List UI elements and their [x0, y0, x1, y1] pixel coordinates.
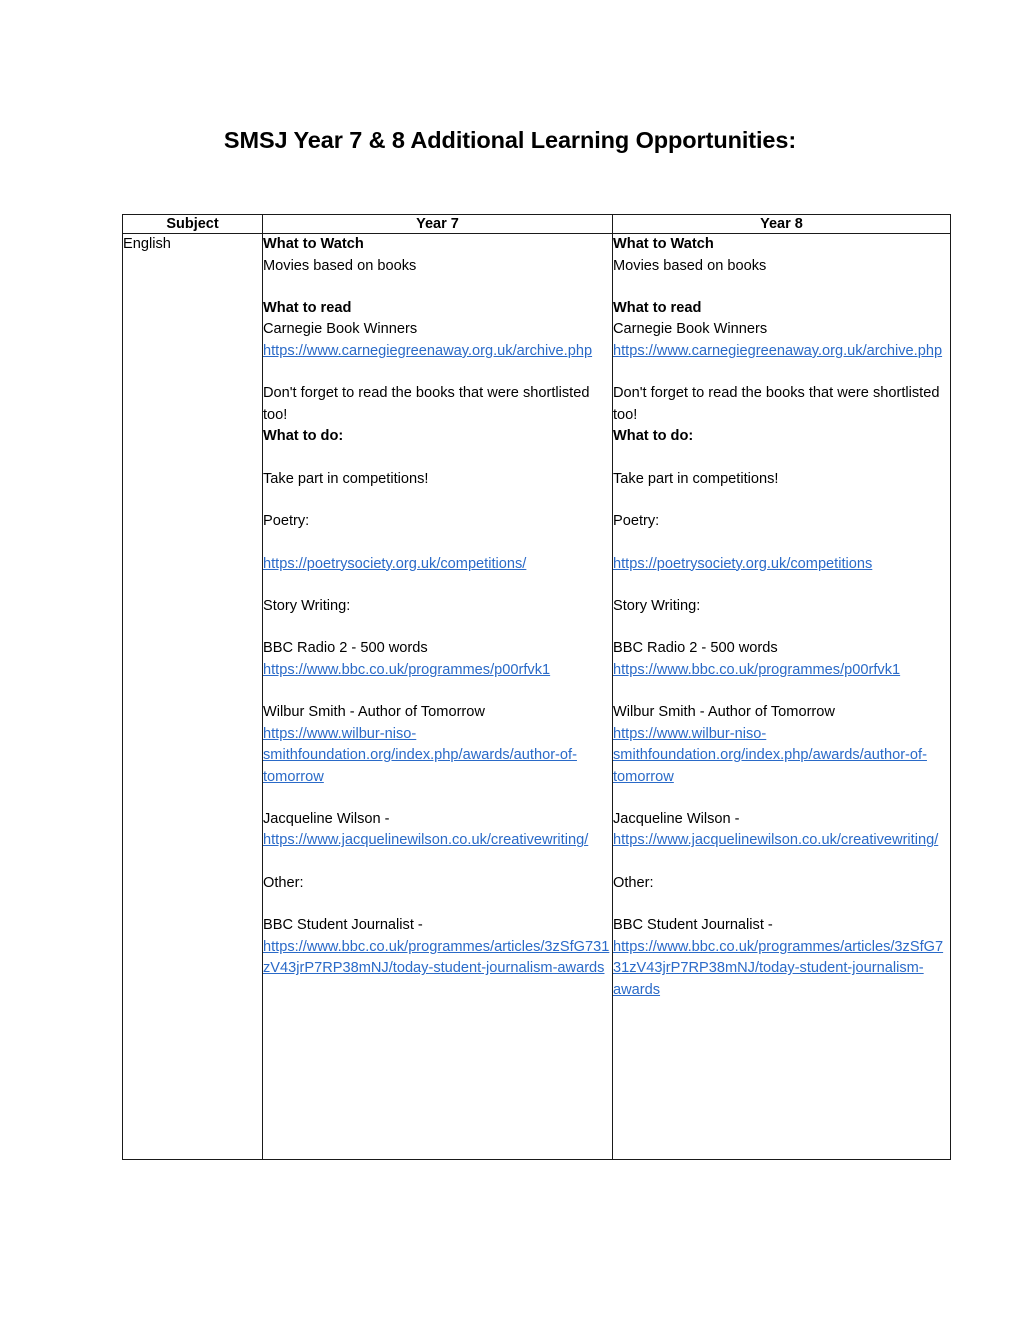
- year7-student-journalist-text: BBC Student Journalist -: [263, 917, 423, 934]
- spacer: [613, 894, 950, 915]
- year8-student-journalist-link[interactable]: https://www.bbc.co.uk/programmes/articles/3zSfG731zV43jrP7RP38mNJ/today-student-journalism-awards: [613, 938, 944, 998]
- spacer: [613, 852, 950, 873]
- spacer: [263, 575, 612, 596]
- year8-what-to-read-text: Carnegie Book Winners: [613, 321, 768, 338]
- cell-subject-english: [123, 234, 263, 1160]
- year7-what-to-read-text: Carnegie Book Winners: [263, 321, 418, 338]
- spacer: [613, 490, 950, 511]
- column-header-year7: Year 7: [263, 215, 613, 234]
- table-header-row: [123, 215, 951, 234]
- year8-story-writing-label: Story Writing:: [613, 597, 701, 614]
- cell-year8-english: [613, 234, 951, 1160]
- year7-story-writing-label: Story Writing:: [263, 597, 351, 614]
- spacer: [613, 533, 950, 554]
- year8-wilbur-smith-link[interactable]: https://www.wilbur-niso-smithfoundation.org/index.php/awards/author-of-tomorrow: [613, 725, 927, 785]
- spacer: [263, 533, 612, 554]
- year7-what-to-do-heading: What to do:: [263, 428, 344, 445]
- column-header-year8: Year 8: [613, 215, 951, 234]
- spacer: [263, 448, 612, 469]
- spacer: [263, 490, 612, 511]
- spacer: [263, 362, 612, 383]
- year8-bbc-radio-link[interactable]: https://www.bbc.co.uk/programmes/p00rfvk1: [613, 661, 901, 678]
- year8-what-to-watch-text: Movies based on books: [613, 257, 767, 274]
- spacer: [263, 788, 612, 809]
- year7-bbc-radio-link[interactable]: https://www.bbc.co.uk/programmes/p00rfvk1: [263, 661, 551, 678]
- year7-jacqueline-wilson-text: Jacqueline Wilson -: [263, 811, 390, 827]
- year8-bbc-radio-text: BBC Radio 2 - 500 words: [613, 640, 778, 657]
- year7-wilbur-smith-link[interactable]: https://www.wilbur-niso-smithfoundation.org/index.php/awards/author-of-tomorrow: [263, 725, 577, 785]
- year8-poetry-link[interactable]: https://poetrysociety.org.uk/competitions: [613, 555, 873, 572]
- year8-other-label: Other:: [613, 874, 654, 891]
- year7-jacqueline-wilson-link[interactable]: https://www.jacquelinewilson.co.uk/creativewriting/: [263, 832, 589, 849]
- year7-what-to-watch-heading: What to Watch: [263, 236, 364, 253]
- year7-wilbur-smith-text: Wilbur Smith - Author of Tomorrow: [263, 704, 485, 721]
- year8-poetry-label: Poetry:: [613, 513, 660, 530]
- table-row-english: [123, 234, 951, 1160]
- cell-year7-english: [263, 234, 613, 1160]
- year8-jacqueline-wilson-text: Jacqueline Wilson -: [613, 811, 740, 827]
- spacer: [613, 362, 950, 383]
- subject-label-english: English: [123, 236, 171, 253]
- year7-poetry-link[interactable]: https://poetrysociety.org.uk/competitions/: [263, 555, 527, 572]
- spacer: [613, 277, 950, 298]
- spacer: [263, 681, 612, 702]
- page-title: SMSJ Year 7 & 8 Additional Learning Opportunities:: [223, 127, 797, 153]
- spacer: [613, 448, 950, 469]
- year8-competitions-text: Take part in competitions!: [613, 470, 779, 487]
- year7-bbc-radio-text: BBC Radio 2 - 500 words: [263, 640, 428, 657]
- learning-opportunities-table-wrapper: [122, 214, 950, 1160]
- year7-student-journalist-link[interactable]: https://www.bbc.co.uk/programmes/articles/3zSfG731zV43jrP7RP38mNJ/today-student-journalism-awards: [263, 938, 610, 977]
- year8-shortlisted-note: Don't forget to read the books that were shortlisted too!: [613, 385, 940, 423]
- spacer: [263, 852, 612, 873]
- learning-opportunities-table: [122, 214, 951, 1160]
- spacer: [613, 575, 950, 596]
- year7-what-to-watch-text: Movies based on books: [263, 257, 417, 274]
- year7-what-to-read-heading: What to read: [263, 300, 352, 316]
- column-header-subject: Subject: [123, 215, 263, 234]
- spacer: [263, 617, 612, 638]
- year7-carnegie-link[interactable]: https://www.carnegiegreenaway.org.uk/archive.php: [263, 342, 593, 359]
- spacer: [263, 894, 612, 915]
- year8-what-to-watch-heading: What to Watch: [613, 236, 714, 253]
- spacer: [613, 681, 950, 702]
- year8-what-to-do-heading: What to do:: [613, 428, 694, 445]
- spacer: [263, 277, 612, 298]
- year8-wilbur-smith-text: Wilbur Smith - Author of Tomorrow: [613, 704, 835, 721]
- year7-shortlisted-note: Don't forget to read the books that were shortlisted too!: [263, 385, 590, 423]
- spacer: [613, 617, 950, 638]
- year7-competitions-text: Take part in competitions!: [263, 470, 429, 487]
- spacer: [613, 788, 950, 809]
- year8-jacqueline-wilson-link[interactable]: https://www.jacquelinewilson.co.uk/creativewriting/: [613, 832, 939, 849]
- year7-poetry-label: Poetry:: [263, 513, 310, 530]
- year8-what-to-read-heading: What to read: [613, 300, 702, 316]
- year7-other-label: Other:: [263, 874, 304, 891]
- year8-student-journalist-text: BBC Student Journalist -: [613, 917, 773, 934]
- year8-carnegie-link[interactable]: https://www.carnegiegreenaway.org.uk/archive.php: [613, 342, 943, 359]
